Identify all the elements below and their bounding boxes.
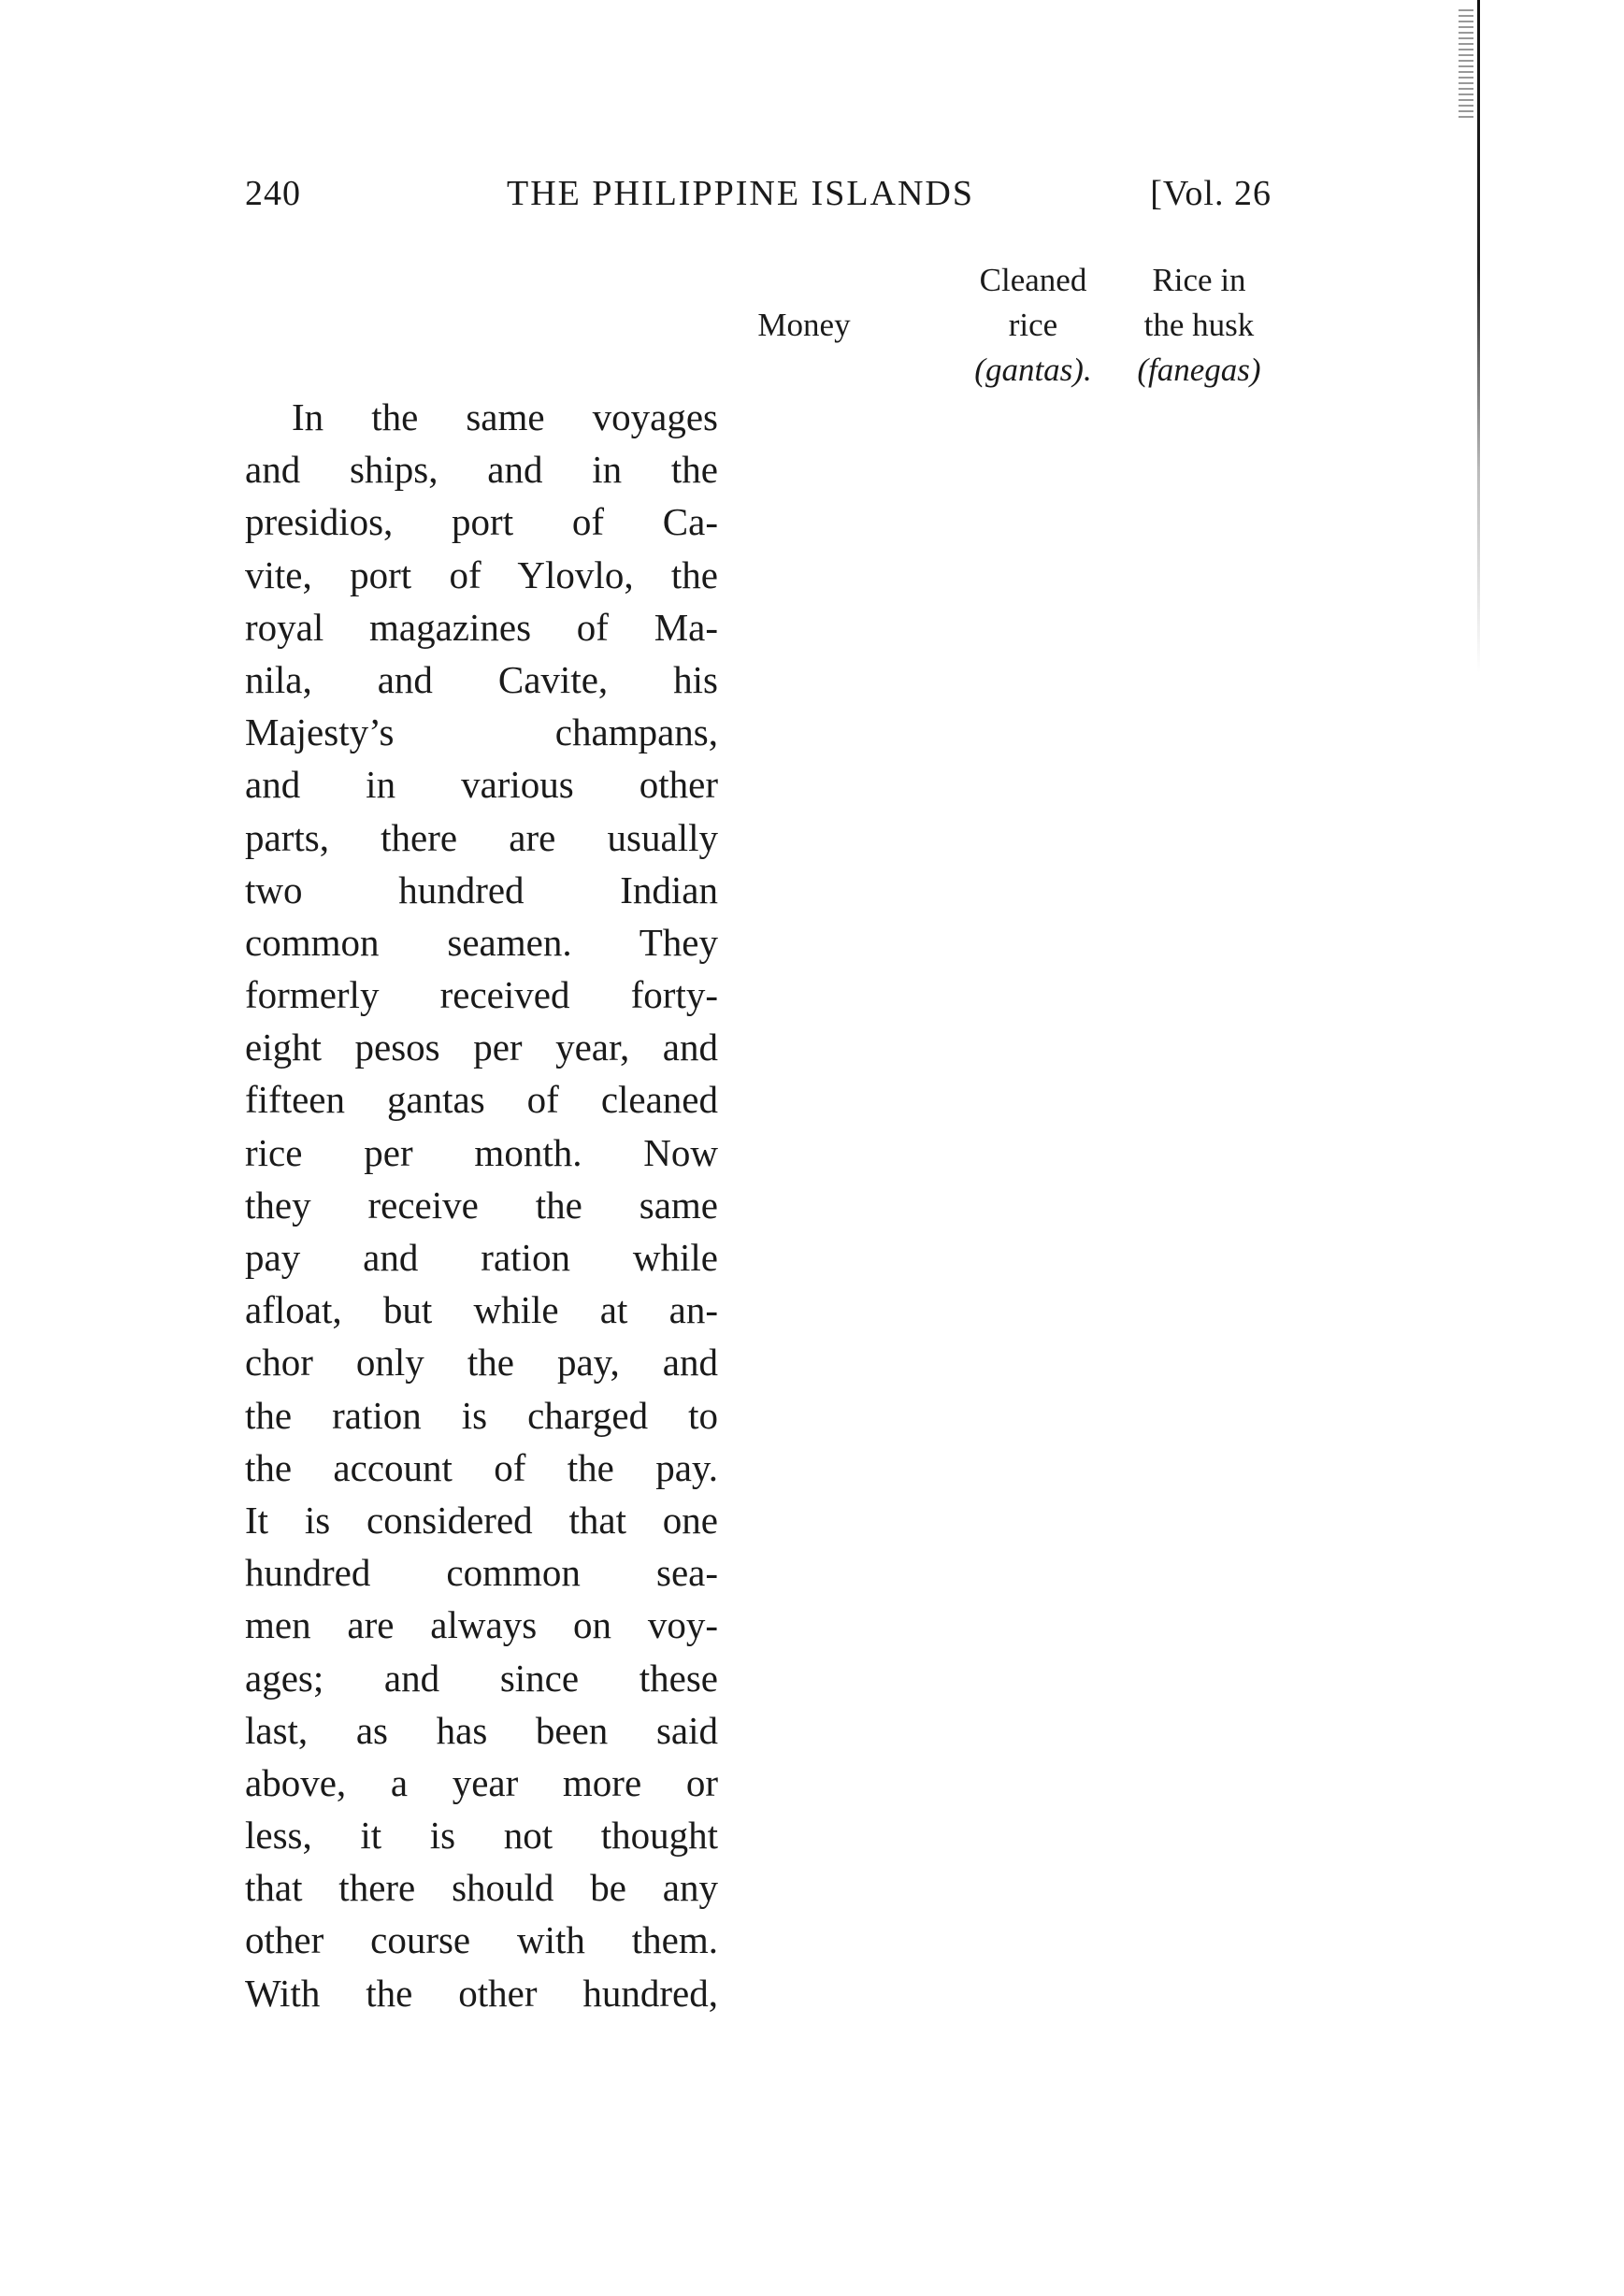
text-line: fifteen gantas of cleaned [245,1078,718,1122]
text-line: royal magazines of Ma- [245,605,718,649]
text-line: and ships, and in the [245,448,718,492]
text-line: they receive the same [245,1183,718,1227]
text-line: eight pesos per year, and [245,1026,718,1069]
column-header-rice-in-husk-line2: the husk [1143,307,1255,343]
text-line: It is considered that one [245,1498,718,1542]
body-paragraph [245,391,718,2019]
text-line: common seamen. They [245,920,718,964]
running-header [245,173,1272,229]
column-header-cleaned-rice-unit: (gantas). [974,352,1092,388]
page-number: 240 [245,174,301,213]
text-line: men are always on voy- [245,1603,718,1647]
scan-margin-specks [1459,9,1473,122]
column-header-cleaned-rice-line1: Cleaned [979,262,1087,298]
text-line: parts, there are usually [245,815,718,859]
text-line: presidios, port of Ca- [245,500,718,544]
column-header-cleaned-rice-line2: rice [1008,307,1058,343]
text-line: the account of the pay. [245,1445,718,1489]
column-header-money-label: Money [757,307,851,343]
text-line: that there should be any [245,1866,718,1910]
column-header-cleaned-rice [944,258,1122,393]
column-header-rice-in-husk [1117,258,1281,393]
text-line: afloat, but while at an- [245,1288,718,1332]
text-line: In the same voyages [292,395,718,438]
text-line: Majesty’s champans, [245,710,718,754]
text-line: nila, and Cavite, his [245,657,718,701]
text-line: less, it is not thought [245,1814,718,1858]
column-header-money [729,303,879,348]
text-line: vite, port of Ylovlo, the [245,552,718,596]
text-line: ages; and since these [245,1656,718,1700]
scan-margin-edge [1477,0,1480,673]
text-line: formerly received forty- [245,973,718,1017]
text-line: hundred common sea- [245,1551,718,1595]
volume-label: [Vol. 26 [1150,174,1272,213]
text-line: pay and ration while [245,1236,718,1279]
text-line: chor only the pay, and [245,1341,718,1385]
text-line: and in various other [245,763,718,807]
text-line: the ration is charged to [245,1393,718,1437]
text-line: above, a year more or [245,1760,718,1804]
text-line: last, as has been said [245,1708,718,1752]
text-line: With the other hundred, [245,1971,718,2015]
text-line: other course with them. [245,1918,718,1962]
text-line: two hundred Indian [245,868,718,911]
running-title: THE PHILIPPINE ISLANDS [507,174,974,213]
column-header-rice-in-husk-line1: Rice in [1152,262,1246,298]
column-header-rice-in-husk-unit: (fanegas) [1137,352,1261,388]
text-line: rice per month. Now [245,1130,718,1174]
